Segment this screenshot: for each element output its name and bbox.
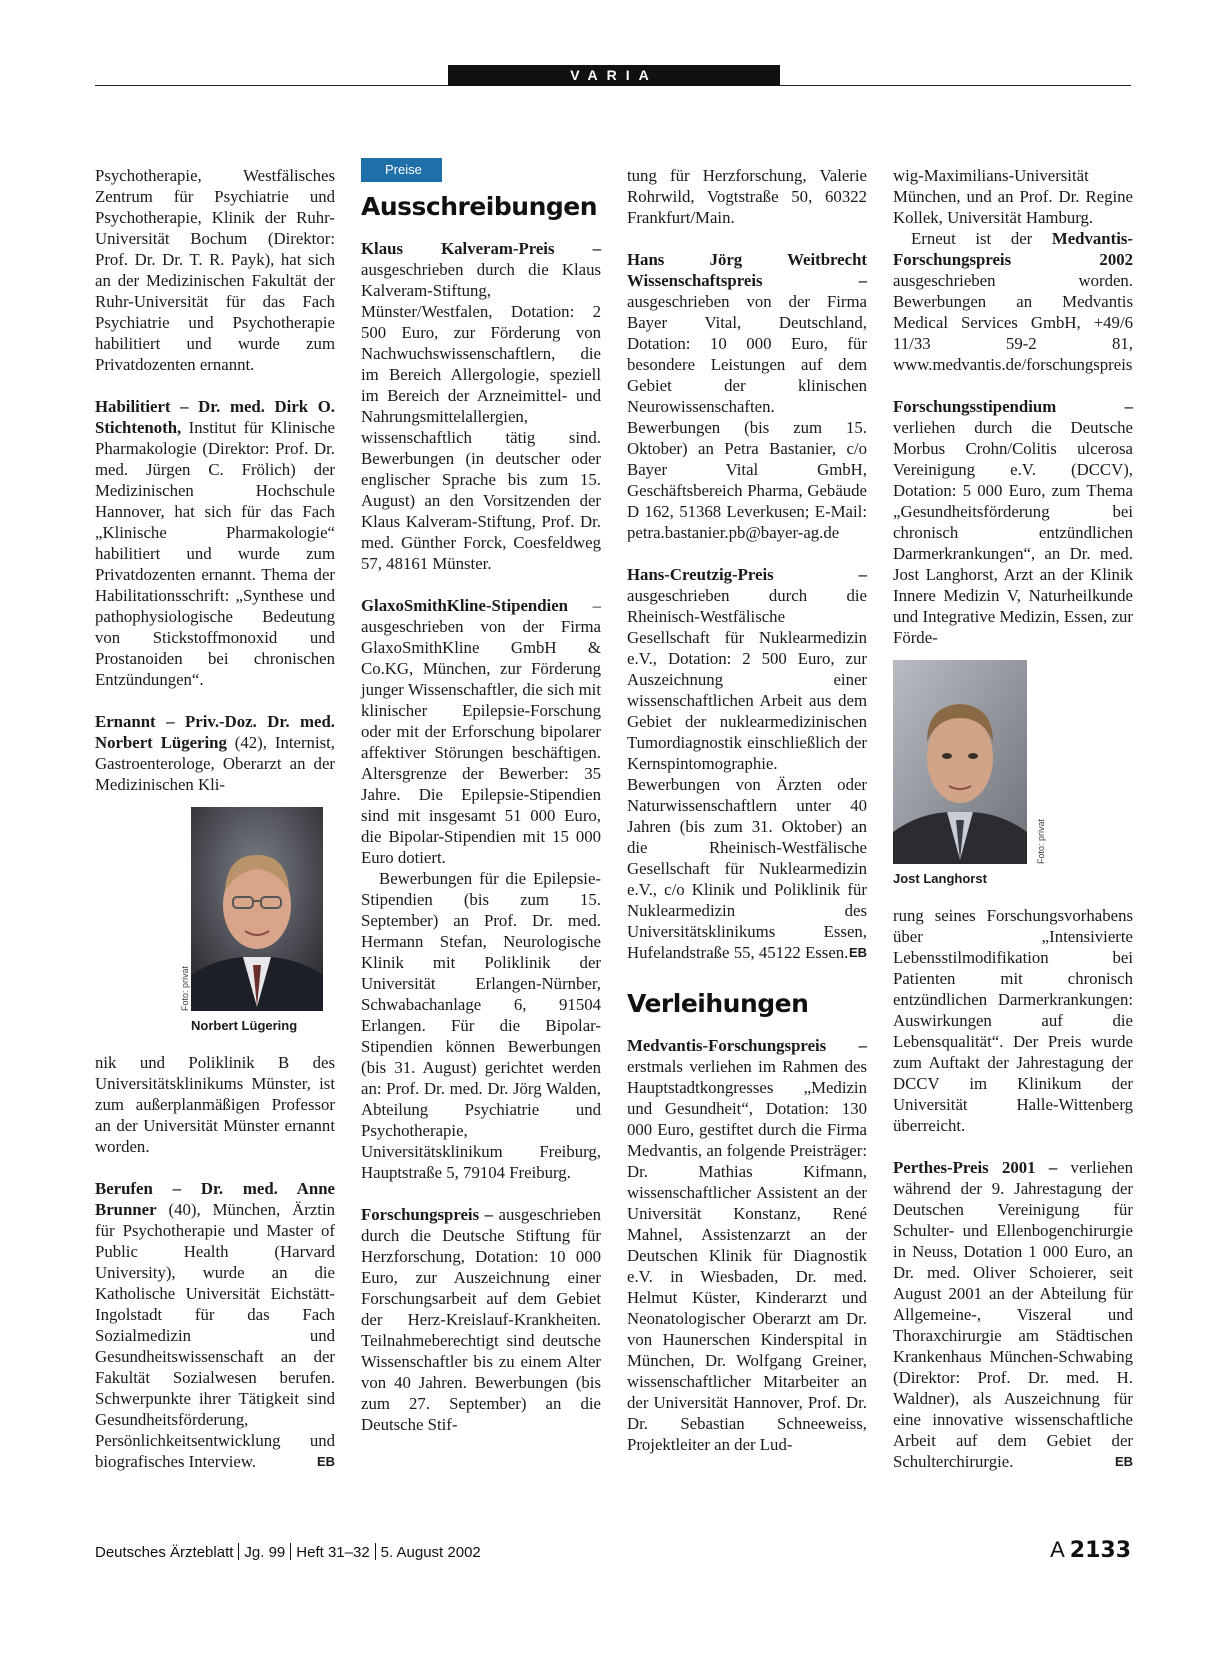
paragraph: nik und Poliklinik B des Universitätsklinikums Münster, ist zum außerplanmäßigen Professor an der Universität Münster ernannt worden. — [95, 1053, 335, 1156]
entry-title: Forschungspreis – — [361, 1205, 493, 1224]
photo-caption: Jost Langhorst — [893, 871, 987, 886]
paragraph: Erneut ist der Medvantis-Forschungspreis 2002 ausgeschrieben worden. Bewerbungen an Medvantis Medical Services GmbH, +49/6 11/33 59-2 81, www.medvantis.de/forschungspreis — [893, 229, 1133, 374]
portrait-photo — [191, 807, 323, 1011]
section-heading: Ausschreibungen — [361, 192, 598, 221]
paragraph: Medvantis-Forschungspreis – erstmals verliehen im Rahmen des Hauptstadtkongresses „Medizin und Gesundheit“, Dotation: 130 000 Euro, gestiftet durch die Firma Medvantis, an folgende Preisträger: Dr. Mathias Kifmann, wissenschaftlicher Assistent an der Universität Konstanz, René Mahnel, Assistenzarzt an der Deutschen Klinik für Diagnostik e.V. in Wiesbaden, Dr. med. Helmut Küster, Kinderarzt und Neonatologischer Oberarzt am Dr. von Haunerschen Kinderspital in München, Dr. Wolfgang Greiner, wissenschaftlicher Mitarbeiter an der Universität Hannover, Prof. Dr. Dr. Sebastian Schneeweiss, Projektleiter an der Lud- — [627, 1036, 867, 1454]
column-4 — [893, 165, 1133, 1493]
entry-title: Ernannt – Priv.-Doz. Dr. med. Norbert Lügering — [95, 712, 335, 752]
volume: Jg. 99 — [244, 1544, 286, 1561]
entry-title: Klaus Kalveram-Preis – — [361, 239, 601, 258]
column-2 — [361, 158, 601, 1456]
entry-title: Perthes-Preis 2001 – — [893, 1158, 1058, 1177]
author-signature: EB — [1114, 1454, 1133, 1469]
paragraph: tung für Herzforschung, Valerie Rohrwild, Vogtstraße 50, 60322 Frankfurt/Main. — [627, 166, 867, 227]
entry-title: Hans Jörg Weitbrecht Wissenschaftspreis – — [627, 250, 867, 290]
footer — [95, 1543, 481, 1561]
author-signature: EB — [316, 1454, 335, 1469]
paragraph: Klaus Kalveram-Preis – ausgeschrieben durch die Klaus Kalveram-Stiftung, Münster/Westfalen, Dotation: 2 500 Euro, zur Förderung von Nachwuchswissenschaftlern, die im Bereich Allergologie, speziell im Bereich der Arzneimittel- und Nahrungsmittelallergien, wissenschaftlich tätig sind. Bewerbungen (in deutscher oder englischer Sprache bis zum 15. August) an den Vorsitzenden der Klaus Kalveram-Stiftung, Prof. Dr. med. Günther Forck, Coesfeldweg 57, 48161 Münster. — [361, 239, 601, 573]
paragraph: GlaxoSmithKline-Stipendien – ausgeschrieben von der Firma GlaxoSmithKline GmbH & Co.KG, München, zur Förderung junger Wissenschaftler, die sich mit klinischer Epilepsie-Forschung oder mit der Erforschung bipolarer affektiver Störungen beschäftigen. Altersgrenze der Bewerber: 35 Jahre. Die Epilepsie-Stipendien sind mit insgesamt 51 000 Euro, die Bipolar-Stipendien mit 15 000 Euro dotiert. — [361, 596, 601, 867]
paragraph: Ernannt – Priv.-Doz. Dr. med. Norbert Lügering (42), Internist, Gastroenterologe, Oberarzt an der Medizinischen Kli- — [95, 712, 335, 794]
portrait-photo — [893, 660, 1027, 864]
column-1 — [95, 165, 335, 1493]
page-number: A 2133 — [1050, 1537, 1131, 1563]
paragraph: Bewerbungen für die Epilepsie-Stipendien (bis zum 15. September) an Prof. Dr. med. Hermann Stefan, Neurologische Klinik mit Poliklinik der Universität Erlangen-Nürnber, Schwabachanlage 6, 91504 Erlangen. Für die Bipolar-Stipendien können Bewerbungen (bis 31. August) gerichtet werden an: Prof. Dr. med. Dr. Jörg Walden, Abteilung Psychiatrie und Psychotherapie, Universitätsklinikum Freiburg, Hauptstraße 5, 79104 Freiburg. — [361, 869, 601, 1182]
entry-title: Medvantis-Forschungspreis – — [627, 1036, 867, 1055]
section-label: VARIA — [448, 65, 780, 86]
column-3 — [627, 165, 867, 1476]
entry-title: Hans-Creutzig-Preis – — [627, 565, 867, 584]
entry-title: Habilitiert – Dr. med. Dirk O. Stichtenoth, — [95, 397, 335, 437]
photo-langhorst — [893, 660, 1046, 889]
photo-caption: Norbert Lügering — [191, 1018, 298, 1033]
section-heading: Verleihungen — [627, 989, 809, 1018]
paragraph: Perthes-Preis 2001 – verliehen während der 9. Jahrestagung der Deutschen Vereinigung für Schulter- und Ellenbogenchirurgie in Neuss, Dotation 1 000 Euro, an Dr. med. Oliver Schoierer, seit August 2001 an der Abteilung für Allgemeine-, Viszeral und Thoraxchirurgie am Städtischen Krankenhaus München-Schwabing (Direktor: Prof. Dr. med. H. Waldner), als Auszeichnung für eine innovative wissenschaftliche Arbeit auf dem Gebiet der Schulterchirurgie. EB — [893, 1158, 1133, 1471]
entry-title: GlaxoSmithKline-Stipendien — [361, 596, 569, 615]
paragraph: Forschungspreis – ausgeschrieben durch die Deutsche Stiftung für Herzforschung, Dotation: 10 000 Euro, zur Auszeichnung einer Forschungsarbeit auf dem Gebiet der Herz-Kreislauf-Krankheiten. Teilnahmeberechtigt sind deutsche Wissenschaftler bis zu einem Alter von 40 Jahren. Bewerbungen (bis zum 27. September) an die Deutsche Stif- — [361, 1205, 601, 1434]
journal-name: Deutsches Ärzteblatt — [95, 1544, 234, 1561]
paragraph: wig-Maximilians-Universität München, und an Prof. Dr. Regine Kollek, Universität Hamburg. — [893, 166, 1133, 227]
paragraph: Berufen – Dr. med. Anne Brunner (40), München, Ärztin für Psychotherapie und Master of Public Health (Harvard University), wurde an die Katholische Universität Eichstätt-Ingolstadt für das Fach Sozialmedizin und Gesundheitswissenschaft an der Fakultät Sozialwesen berufen. Schwerpunkte ihrer Tätigkeit sind Gesundheitsförderung, Persönlichkeitsentwicklung und biografisches Interview. EB — [95, 1179, 335, 1471]
category-tag: Preise — [361, 158, 442, 182]
entry-title: Medvantis-Forschungspreis 2002 — [893, 229, 1133, 269]
paragraph: rung seines Forschungsvorhabens über „Intensivierte Lebensstilmodifikation bei Patienten mit chronisch entzündlichen Darmerkrankungen: Auswirkungen auf die Lebensqualität“. Der Preis wurde zum Auftakt der Jahrestagung der DCCV im Klinikum der Universität Halle-Wittenberg überreicht. — [893, 906, 1133, 1135]
photo-credit: Foto: privat — [180, 965, 190, 1011]
issue-date: 5. August 2002 — [380, 1544, 481, 1561]
paragraph: Hans-Creutzig-Preis – ausgeschrieben durch die Rheinisch-Westfälische Gesellschaft für Nuklearmedizin e.V., Dotation: 2 500 Euro, zur Auszeichnung einer wissenschaftlichen Arbeit aus dem Gebiet der nuklearmedizinischen Tumordiagnostik einschließlich der Kernspintomographie. Bewerbungen von Ärzten oder Naturwissenschaftlern unter 40 Jahren (bis zum 31. Oktober) an die Rheinisch-Westfälische Gesellschaft für Nuklearmedizin e.V., c/o Klinik und Poliklinik für Nuklearmedizin des Universitätsklinikums Essen, Hufelandstraße 55, 45122 Essen. EB — [627, 565, 867, 962]
divider — [375, 1543, 376, 1560]
author-signature: EB — [848, 945, 867, 960]
paragraph: Hans Jörg Weitbrecht Wissenschaftspreis – ausgeschrieben von der Firma Bayer Vital, Deutschland, Dotation: 10 000 Euro, für besondere Leistungen auf dem Gebiet der klinischen Neurowissenschaften. Bewerbungen (bis zum 15. Oktober) an Petra Bastanier, c/o Bayer Vital GmbH, Geschäftsbereich Pharma, Gebäude D 162, 51368 Leverkusen; E-Mail: petra.bastanier.pb@bayer-ag.de — [627, 250, 867, 542]
paragraph: Forschungsstipendium – verliehen durch die Deutsche Morbus Crohn/Colitis ulcerosa Vereinigung e.V. (DCCV), Dotation: 5 000 Euro, zum Thema „Gesundheitsförderung bei chronisch entzündlichen Darmerkrankungen“, an Dr. med. Jost Langhorst, Arzt an der Klinik Innere Medizin V, Naturheilkunde und Integrative Medizin, Essen, zur Förde- — [893, 397, 1133, 647]
divider — [290, 1543, 291, 1560]
paragraph: Habilitiert – Dr. med. Dirk O. Stichtenoth, Institut für Klinische Pharmakologie (Direktor: Prof. Dr. med. Jürgen C. Frölich) der Medizinischen Hochschule Hannover, hat sich für das Fach „Klinische Pharmakologie“ habilitiert und wurde zum Privatdozenten ernannt. Thema der Habilitationsschrift: „Synthese und pathophysiologische Bedeutung von Stickstoffmonoxid und Prostanoiden bei chronischen Entzündungen“. — [95, 397, 335, 689]
photo-lugering — [180, 807, 323, 1036]
divider — [238, 1543, 239, 1560]
paragraph: Psychotherapie, Westfälisches Zentrum für Psychiatrie und Psychotherapie, Klinik der Ruhr-Universität Bochum (Direktor: Prof. Dr. Dr. T. R. Payk), hat sich an der Medizinischen Fakultät der Ruhr-Universität für das Fach Psychiatrie und Psychotherapie habilitiert und wurde zum Privatdozenten ernannt. — [95, 166, 335, 374]
issue: Heft 31–32 — [296, 1544, 370, 1561]
entry-title: Berufen – Dr. med. Anne Brunner — [95, 1179, 335, 1219]
photo-credit: Foto: privat — [1036, 818, 1046, 864]
entry-title: Forschungsstipendium – — [893, 397, 1133, 416]
